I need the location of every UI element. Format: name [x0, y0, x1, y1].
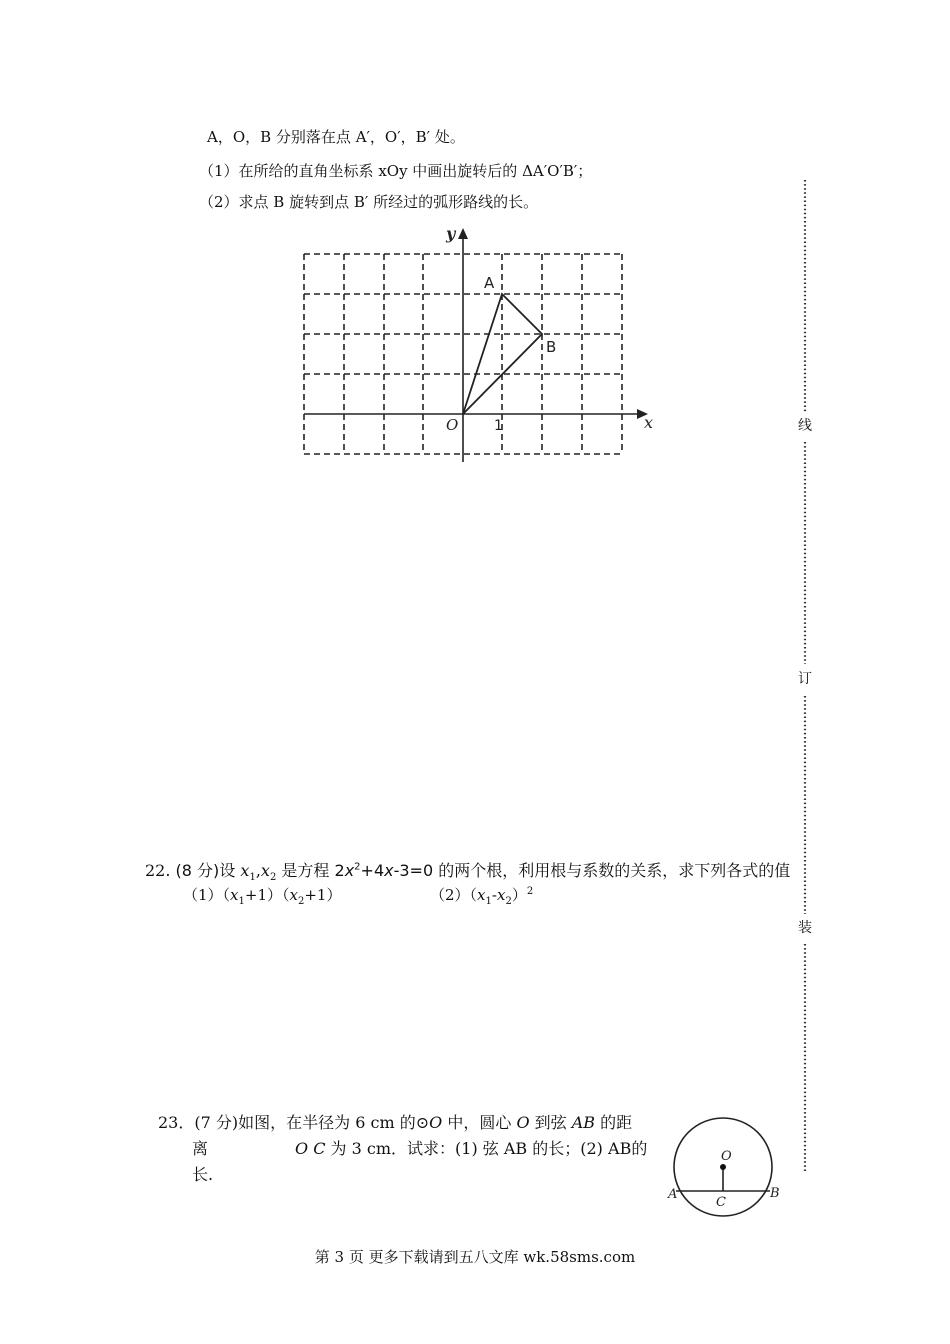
y-axis-label: y	[446, 224, 456, 243]
binding-label-xian: 线	[798, 418, 812, 434]
q23-line1: 23．(7 分)如图，在半径为 6 cm 的⊙O 中，圆心 O 到弦 AB 的距	[158, 1113, 633, 1132]
y-axis-arrow	[458, 228, 468, 239]
circle-label-c: C	[716, 1195, 726, 1210]
center-dot	[720, 1164, 726, 1170]
binding-label-zhuang: 装	[798, 920, 812, 936]
q22-number: 22.	[145, 861, 171, 880]
origin-label: O	[446, 416, 459, 434]
q21-line1: A，O，B 分别落在点 A′，O′，B′ 处。	[207, 128, 465, 146]
q21-line3: （2）求点 B 旋转到点 B′ 所经过的弧形路线的长。	[199, 193, 539, 211]
point-b-label: B	[546, 338, 557, 356]
q22-equation: $2x^2+4x-3=0$	[334, 861, 434, 880]
circle-label-o: O	[721, 1149, 732, 1164]
coordinate-grid-figure	[296, 224, 666, 470]
q23-number: 23．	[158, 1113, 195, 1132]
q22-part1: $(1)(x_1+1)(x_2+1)$	[183, 886, 342, 907]
q23-line3: 长.	[192, 1165, 214, 1184]
point-a-label: A	[484, 274, 495, 292]
binding-label-ding: 订	[798, 671, 812, 687]
q23-line2-b: O C 为 3 cm．试求：(1) 弦 AB 的长；(2) AB的	[295, 1139, 648, 1158]
circle-label-b: B	[770, 1186, 780, 1201]
q21-line2: （1）在所给的直角坐标系 xOy 中画出旋转后的 ΔA′O′B′；	[199, 162, 593, 180]
q23-line2-a: 离	[192, 1139, 209, 1158]
x-axis-label: x	[644, 413, 654, 432]
q23-score: (7 分)	[194, 1113, 239, 1132]
q22-part2: $(2)(x_1-x_2)^2$	[430, 886, 534, 907]
tick-label-1: 1	[494, 418, 503, 434]
page-footer: 第 3 页 更多下载请到五八文库 wk.58sms.com	[314, 1248, 636, 1266]
circle-figure	[660, 1115, 790, 1225]
circle-label-a: A	[668, 1187, 678, 1202]
q22-line1: 22. (8 分)设 $x_1,x_2$ 是方程 $2x^2+4x-3=0$ 的两个根，利用根与系数的关系，求下列各式的值	[145, 861, 791, 884]
q22-score: (8 分)	[175, 861, 220, 880]
